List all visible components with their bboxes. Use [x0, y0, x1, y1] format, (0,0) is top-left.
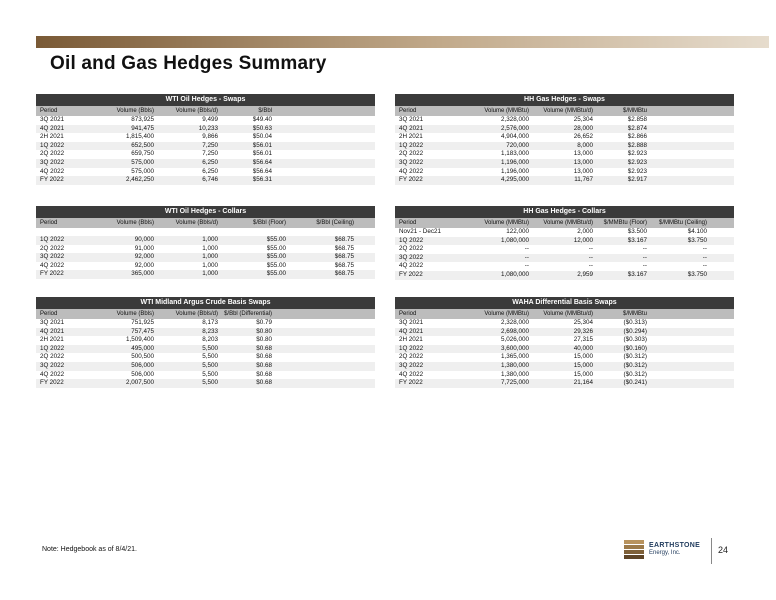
value-cell: $68.75 [334, 261, 354, 269]
period-cell: 2H 2021 [40, 133, 64, 141]
value-cell: $4.100 [687, 228, 707, 235]
value-cell: 873,925 [131, 116, 154, 123]
value-cell: 28,000 [573, 124, 593, 132]
table-row [395, 336, 734, 345]
value-cell: $50.04 [252, 133, 272, 141]
waha-basis-table [395, 297, 734, 388]
column-header: Period [399, 311, 417, 317]
value-cell: 15,000 [573, 370, 593, 378]
value-cell: 3,600,000 [500, 344, 529, 352]
period-cell: FY 2022 [40, 270, 64, 278]
value-cell: 15,000 [573, 361, 593, 369]
value-cell: 506,000 [131, 361, 154, 369]
column-header: $/MMBtu (Ceiling) [658, 220, 707, 226]
logo-name: EARTHSTONE [649, 542, 701, 549]
value-cell: 757,475 [131, 327, 154, 335]
period-cell: 4Q 2022 [40, 167, 65, 175]
value-cell: -- [702, 245, 707, 253]
column-header-row [395, 309, 734, 319]
value-cell: $2.858 [627, 116, 647, 123]
value-cell: 8,173 [202, 319, 218, 326]
value-cell: 90,000 [134, 236, 154, 243]
value-cell [218, 228, 286, 236]
wti-midland-basis-table [36, 297, 375, 388]
value-cell: 4,295,000 [500, 176, 529, 184]
value-cell: $55.00 [266, 270, 286, 278]
table-row [36, 270, 375, 279]
table-row [395, 176, 734, 185]
page-number: 24 [718, 545, 729, 555]
value-cell: 1,196,000 [500, 167, 529, 175]
column-header: Volume (MMBtu) [484, 220, 529, 226]
earthstone-logo-icon [622, 537, 646, 561]
value-cell: 9,866 [202, 133, 218, 141]
table-row [36, 362, 375, 371]
period-cell: 2Q 2022 [40, 150, 65, 158]
value-cell: ($0.294) [623, 327, 647, 335]
value-cell: $2.866 [627, 133, 647, 141]
table-row [36, 353, 375, 362]
table-row [36, 262, 375, 271]
table-row [395, 228, 734, 237]
period-cell: 4Q 2021 [40, 327, 65, 335]
period-cell: 1Q 2022 [40, 141, 65, 149]
period-cell: 4Q 2022 [40, 370, 65, 378]
value-cell: -- [588, 253, 593, 261]
value-cell: 2,698,000 [500, 327, 529, 335]
column-header: Period [399, 220, 417, 226]
value-cell: 8,203 [202, 336, 218, 344]
value-cell: 1,000 [202, 261, 218, 269]
value-cell: $2.917 [627, 176, 647, 184]
column-header: $/MMBtu [622, 108, 647, 114]
value-cell: $56.64 [252, 167, 272, 175]
value-cell: 5,500 [202, 379, 218, 387]
value-cell: 1,000 [202, 253, 218, 261]
value-cell: 40,000 [573, 344, 593, 352]
value-cell: -- [702, 262, 707, 270]
value-cell: 13,000 [573, 167, 593, 175]
value-cell: 5,026,000 [500, 336, 529, 344]
column-header: $/MMBtu [622, 311, 647, 317]
period-cell [36, 228, 98, 236]
table-row [395, 125, 734, 134]
table-row [395, 353, 734, 362]
period-cell: 1Q 2022 [399, 344, 424, 352]
table-row [36, 345, 375, 354]
period-cell: 3Q 2022 [40, 361, 65, 369]
period-cell: 4Q 2022 [399, 262, 424, 270]
table-row [36, 159, 375, 168]
table-row [395, 159, 734, 168]
wti-swaps-table [36, 94, 375, 185]
table-title: HH Gas Hedges - Swaps [395, 94, 734, 106]
column-header: Period [40, 108, 58, 114]
value-cell: 1,815,400 [125, 133, 154, 141]
value-cell: 2,576,000 [500, 124, 529, 132]
period-cell: 4Q 2021 [399, 124, 424, 132]
value-cell: 2,959 [577, 270, 593, 278]
company-logo [622, 535, 712, 569]
column-header: Volume (MMBtu) [484, 311, 529, 317]
table-row [395, 237, 734, 246]
value-cell: 1,080,000 [500, 270, 529, 278]
period-cell: 2Q 2022 [399, 245, 424, 253]
value-cell: ($0.312) [623, 361, 647, 369]
value-cell: 25,304 [573, 319, 593, 326]
value-cell: -- [642, 245, 647, 253]
table-row [395, 168, 734, 177]
value-cell: 659,750 [131, 150, 154, 158]
page-title: Oil and Gas Hedges Summary [50, 53, 327, 74]
table-row [395, 379, 734, 388]
period-cell: 3Q 2022 [399, 253, 424, 261]
period-cell: 2Q 2022 [40, 353, 65, 361]
value-cell: 1,365,000 [500, 353, 529, 361]
value-cell: 1,000 [202, 270, 218, 278]
value-cell: $49.40 [252, 116, 272, 123]
table-row [36, 253, 375, 262]
table-row [395, 319, 734, 328]
value-cell: 2,000 [577, 228, 593, 235]
value-cell: $55.00 [266, 253, 286, 261]
value-cell: $3.750 [687, 236, 707, 244]
value-cell: -- [588, 262, 593, 270]
value-cell: 6,250 [202, 158, 218, 166]
value-cell [154, 228, 218, 236]
period-cell: 1Q 2022 [399, 236, 424, 244]
value-cell: -- [642, 253, 647, 261]
value-cell: 8,000 [577, 141, 593, 149]
value-cell: 5,500 [202, 361, 218, 369]
value-cell: 500,500 [131, 353, 154, 361]
table-title: WTI Oil Hedges - Collars [36, 206, 375, 218]
value-cell: 8,233 [202, 327, 218, 335]
value-cell: 5,500 [202, 353, 218, 361]
period-cell: 4Q 2021 [399, 327, 424, 335]
period-cell: 3Q 2022 [399, 158, 424, 166]
value-cell: 9,499 [202, 116, 218, 123]
value-cell: 941,475 [131, 124, 154, 132]
period-cell: 1Q 2022 [40, 344, 65, 352]
column-header: Volume (Bbls) [116, 220, 154, 226]
value-cell: 4,904,000 [500, 133, 529, 141]
value-cell: 91,000 [134, 244, 154, 252]
period-cell: FY 2022 [40, 176, 64, 184]
value-cell: $0.80 [256, 327, 272, 335]
value-cell: $68.75 [334, 270, 354, 278]
value-cell: $2.923 [627, 167, 647, 175]
period-cell: 2Q 2022 [399, 353, 424, 361]
table-title: WTI Midland Argus Crude Basis Swaps [36, 297, 375, 309]
table-title: WTI Oil Hedges - Swaps [36, 94, 375, 106]
value-cell [286, 228, 354, 236]
period-cell: 3Q 2021 [40, 116, 65, 123]
value-cell: $68.75 [334, 253, 354, 261]
value-cell: ($0.312) [623, 353, 647, 361]
value-cell: $0.68 [256, 379, 272, 387]
column-header: Period [399, 108, 417, 114]
footer-divider [711, 538, 712, 564]
period-cell: FY 2022 [40, 379, 64, 387]
column-header: Volume (MMBtu/d) [543, 311, 593, 317]
value-cell: 10,233 [198, 124, 218, 132]
value-cell: $68.75 [334, 236, 354, 243]
value-cell: 1,196,000 [500, 158, 529, 166]
footnote: Note: Hedgebook as of 8/4/21. [42, 546, 137, 553]
column-header: $/MMBtu (Floor) [603, 220, 647, 226]
value-cell: 751,925 [131, 319, 154, 326]
table-row [395, 271, 734, 280]
wti-collars-table [36, 206, 375, 279]
value-cell: -- [642, 262, 647, 270]
column-header: Volume (MMBtu/d) [543, 108, 593, 114]
value-cell: 13,000 [573, 158, 593, 166]
value-cell [98, 228, 154, 236]
logo-subtitle: Energy, Inc. [649, 550, 681, 556]
value-cell: $3.500 [627, 228, 647, 235]
period-cell: FY 2022 [399, 270, 423, 278]
value-cell: 2,328,000 [500, 319, 529, 326]
period-cell: 3Q 2021 [40, 319, 65, 326]
table-row [395, 362, 734, 371]
column-header: Volume (Bbls) [116, 311, 154, 317]
value-cell: 122,000 [506, 228, 529, 235]
period-cell: 4Q 2022 [40, 261, 65, 269]
column-header: $/Bbl [258, 108, 272, 114]
value-cell: $56.01 [252, 141, 272, 149]
table-row [36, 150, 375, 159]
value-cell: 7,250 [202, 141, 218, 149]
value-cell: ($0.303) [623, 336, 647, 344]
period-cell: 3Q 2022 [40, 158, 65, 166]
period-cell: FY 2022 [399, 379, 423, 387]
value-cell: 1,000 [202, 236, 218, 243]
column-header-row [36, 106, 375, 116]
value-cell: 652,500 [131, 141, 154, 149]
value-cell: $55.00 [266, 261, 286, 269]
value-cell: 1,080,000 [500, 236, 529, 244]
value-cell: 25,304 [573, 116, 593, 123]
table-row [395, 371, 734, 380]
period-cell: 2Q 2022 [40, 244, 65, 252]
value-cell: -- [524, 262, 529, 270]
period-cell: 3Q 2021 [399, 116, 424, 123]
table-row [36, 319, 375, 328]
value-cell: $2.923 [627, 158, 647, 166]
value-cell: $68.75 [334, 244, 354, 252]
table-row [36, 328, 375, 337]
column-header-row [36, 309, 375, 319]
value-cell: $0.68 [256, 370, 272, 378]
value-cell: $56.64 [252, 158, 272, 166]
value-cell: 5,500 [202, 344, 218, 352]
value-cell: 11,767 [574, 176, 593, 184]
period-cell: 2H 2021 [399, 133, 423, 141]
value-cell: 7,725,000 [500, 379, 529, 387]
hh-swaps-table [395, 94, 734, 185]
value-cell: 720,000 [506, 141, 529, 149]
value-cell: 92,000 [134, 261, 154, 269]
column-header: Period [40, 220, 58, 226]
column-header: $/Bbl (Ceiling) [316, 220, 354, 226]
period-cell: 2H 2021 [40, 336, 64, 344]
value-cell: 15,000 [573, 353, 593, 361]
value-cell: 365,000 [131, 270, 154, 278]
column-header: Volume (MMBtu/d) [543, 220, 593, 226]
value-cell: 7,250 [202, 150, 218, 158]
table-row [395, 150, 734, 159]
table-row [36, 336, 375, 345]
period-cell: 1Q 2022 [40, 236, 65, 243]
value-cell: 29,326 [573, 327, 593, 335]
value-cell: 575,000 [131, 167, 154, 175]
table-row [395, 345, 734, 354]
table-row [395, 245, 734, 254]
column-header: Volume (Bbls/d) [175, 220, 218, 226]
value-cell: $0.79 [256, 319, 272, 326]
hh-collars-table [395, 206, 734, 280]
table-row [36, 125, 375, 134]
value-cell: ($0.160) [623, 344, 647, 352]
value-cell: $0.68 [256, 344, 272, 352]
column-header: Period [40, 311, 58, 317]
table-row [395, 142, 734, 151]
table-row [395, 262, 734, 271]
period-cell: 2H 2021 [399, 336, 423, 344]
value-cell: 27,315 [573, 336, 593, 344]
header-accent-band [36, 36, 769, 48]
value-cell: $56.31 [252, 176, 272, 184]
value-cell: 495,000 [131, 344, 154, 352]
table-row [36, 371, 375, 380]
column-header: $/Bbl (Floor) [252, 220, 286, 226]
value-cell: ($0.241) [623, 379, 647, 387]
value-cell: 26,652 [573, 133, 593, 141]
value-cell: $3.167 [627, 270, 647, 278]
period-cell: FY 2022 [399, 176, 423, 184]
value-cell: $55.00 [266, 244, 286, 252]
value-cell: 1,183,000 [500, 150, 529, 158]
value-cell: $2.874 [627, 124, 647, 132]
value-cell: 13,000 [573, 150, 593, 158]
value-cell: 1,509,400 [125, 336, 154, 344]
value-cell: 575,000 [131, 158, 154, 166]
value-cell: 2,328,000 [500, 116, 529, 123]
column-header: $/Bbl (Differential) [224, 311, 272, 317]
column-header: Volume (Bbls) [116, 108, 154, 114]
value-cell: -- [588, 245, 593, 253]
period-cell: 3Q 2022 [40, 253, 65, 261]
value-cell: -- [702, 253, 707, 261]
value-cell: $3.750 [687, 270, 707, 278]
value-cell: ($0.313) [623, 319, 647, 326]
period-cell: 4Q 2022 [399, 167, 424, 175]
value-cell: 12,000 [573, 236, 593, 244]
table-row [36, 176, 375, 185]
value-cell: $56.01 [252, 150, 272, 158]
value-cell: 2,462,250 [125, 176, 154, 184]
value-cell: 6,746 [202, 176, 218, 184]
period-cell: 3Q 2022 [399, 361, 424, 369]
table-row [395, 133, 734, 142]
value-cell: 92,000 [134, 253, 154, 261]
column-header-row [395, 218, 734, 228]
value-cell: 6,250 [202, 167, 218, 175]
table-row [36, 228, 375, 236]
value-cell: $50.63 [252, 124, 272, 132]
table-row [36, 379, 375, 388]
value-cell: ($0.312) [623, 370, 647, 378]
value-cell: 506,000 [131, 370, 154, 378]
period-cell: 4Q 2022 [399, 370, 424, 378]
table-title: WAHA Differential Basis Swaps [395, 297, 734, 309]
value-cell: $2.923 [627, 150, 647, 158]
value-cell: -- [524, 245, 529, 253]
table-row [395, 328, 734, 337]
value-cell: $2.888 [627, 141, 647, 149]
value-cell: 2,007,500 [125, 379, 154, 387]
table-row [36, 245, 375, 254]
table-row [395, 254, 734, 263]
value-cell: $0.80 [256, 336, 272, 344]
value-cell: $0.68 [256, 353, 272, 361]
value-cell: 1,000 [202, 244, 218, 252]
table-row [36, 133, 375, 142]
table-row [395, 116, 734, 125]
period-cell: 1Q 2022 [399, 141, 424, 149]
value-cell: -- [524, 253, 529, 261]
column-header-row [36, 218, 375, 228]
table-title: HH Gas Hedges - Collars [395, 206, 734, 218]
value-cell: $55.00 [266, 236, 286, 243]
value-cell: 5,500 [202, 370, 218, 378]
table-row [36, 236, 375, 245]
column-header: Volume (MMBtu) [484, 108, 529, 114]
value-cell: 21,164 [573, 379, 593, 387]
value-cell: $0.68 [256, 361, 272, 369]
period-cell: 4Q 2021 [40, 124, 65, 132]
column-header-row [395, 106, 734, 116]
period-cell: Nov21 - Dec21 [399, 228, 441, 235]
table-row [36, 168, 375, 177]
period-cell: 3Q 2021 [399, 319, 424, 326]
column-header: Volume (Bbls/d) [175, 108, 218, 114]
table-row [36, 142, 375, 151]
value-cell: 1,380,000 [500, 361, 529, 369]
column-header: Volume (Bbls/d) [175, 311, 218, 317]
value-cell: 1,380,000 [500, 370, 529, 378]
value-cell: $3.167 [627, 236, 647, 244]
table-row [36, 116, 375, 125]
period-cell: 2Q 2022 [399, 150, 424, 158]
